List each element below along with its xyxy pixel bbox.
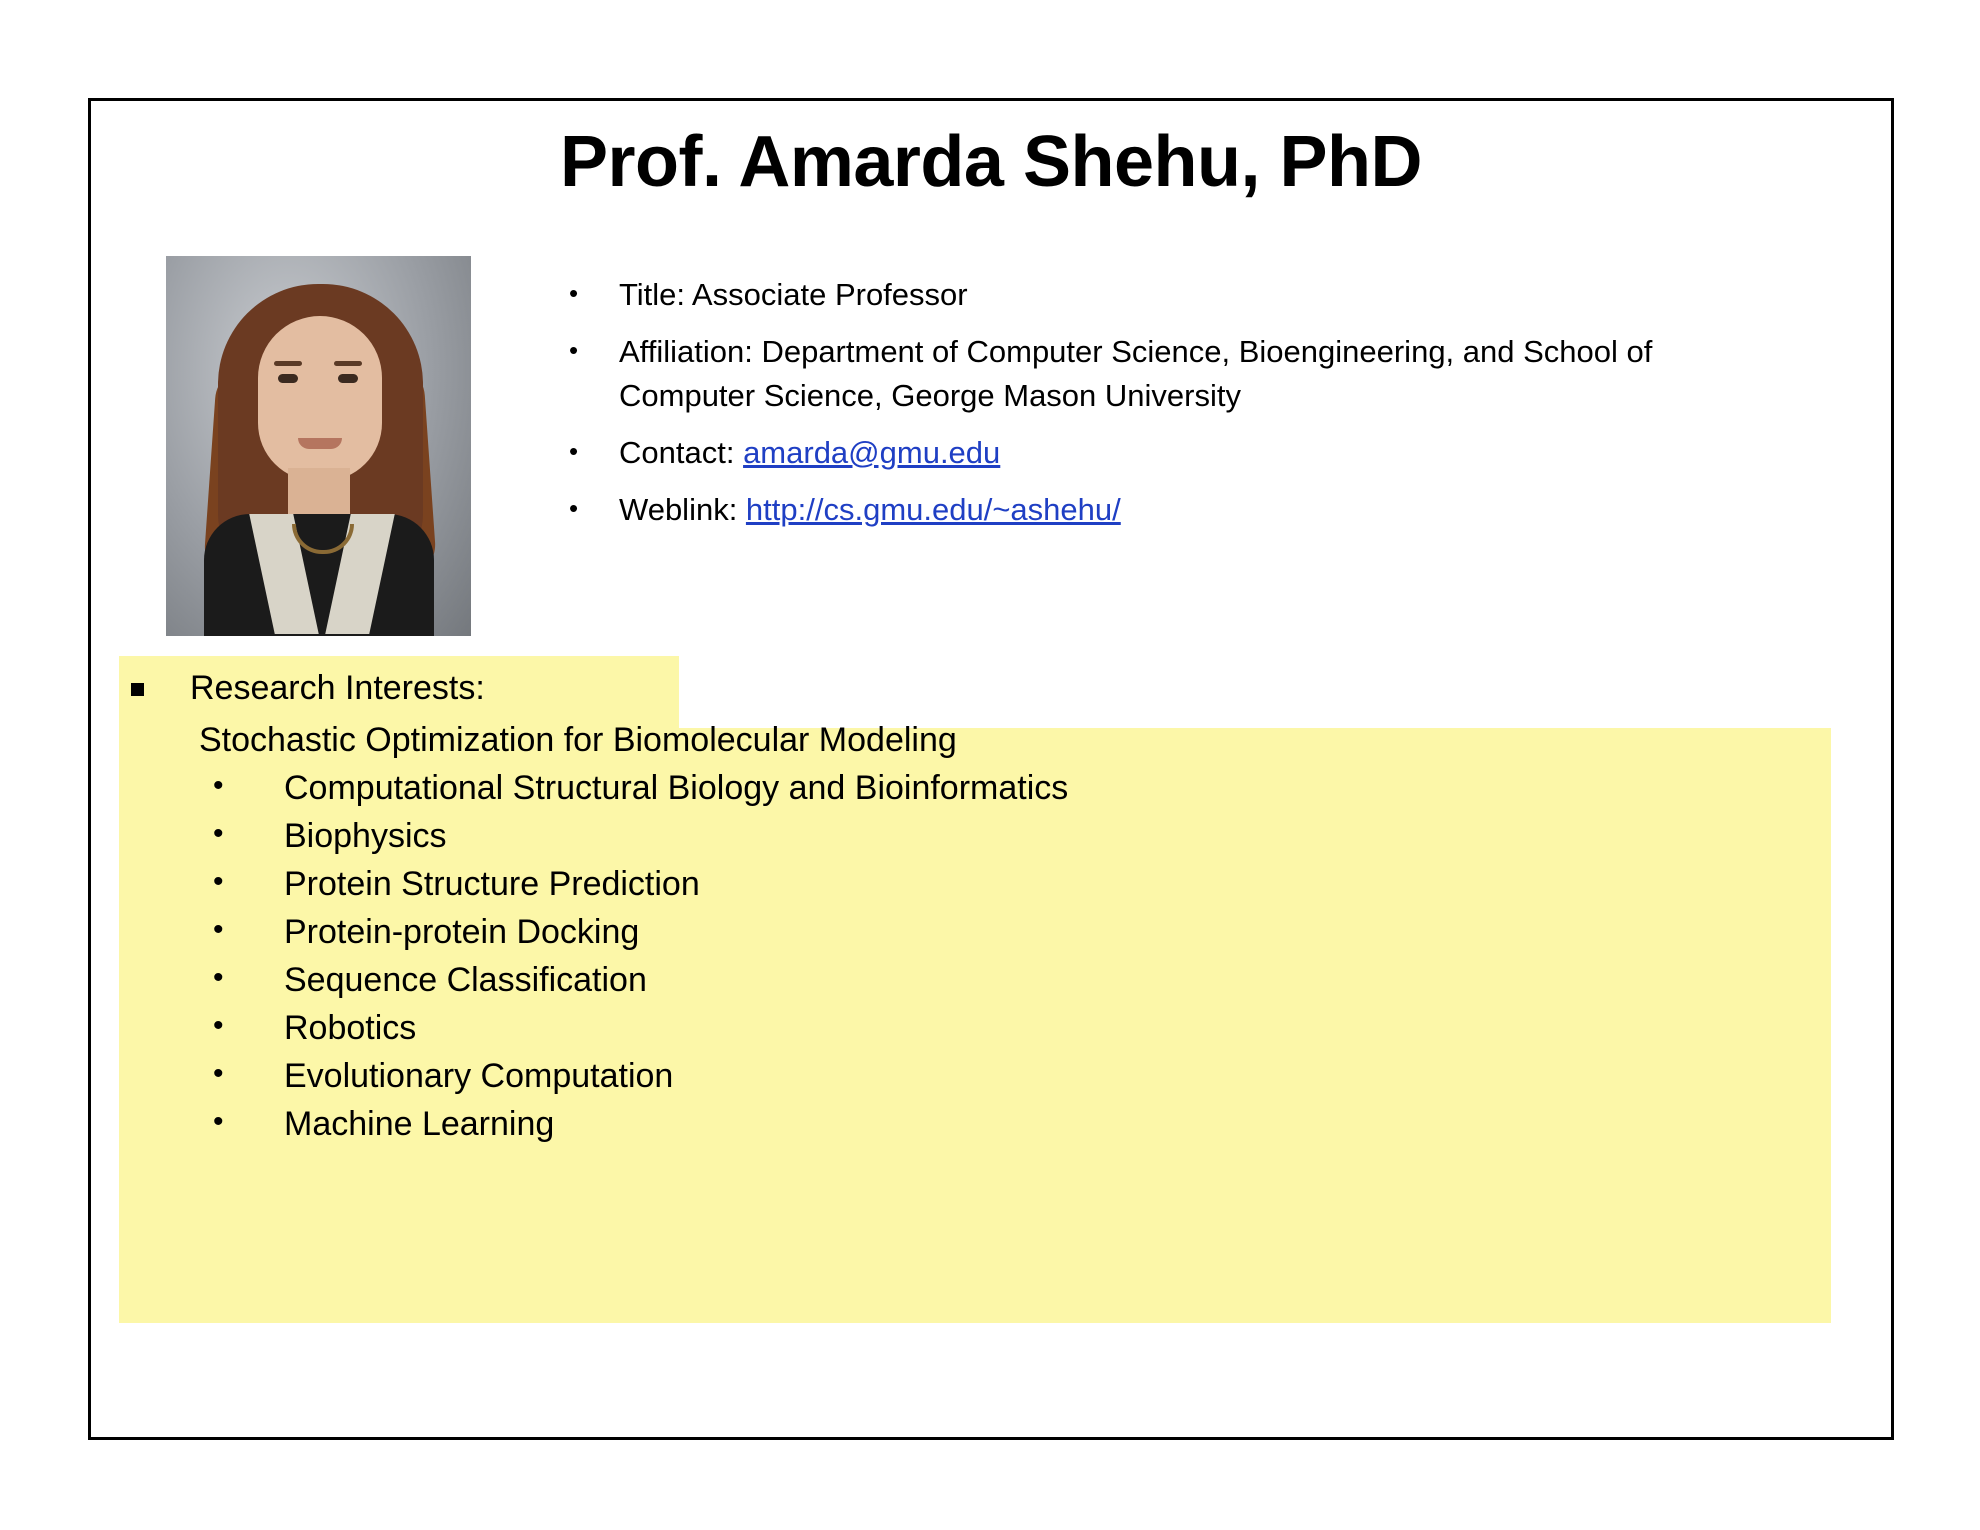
bullet-icon: •: [213, 1057, 224, 1090]
portrait-eye-right: [338, 374, 358, 383]
bio-affiliation-text: Affiliation: Department of Computer Science, Bioengineering, and School of Computer Science, George Mason University: [619, 334, 1653, 414]
portrait-face: [258, 316, 382, 481]
page-title: Prof. Amarda Shehu, PhD: [560, 122, 1422, 202]
research-heading-label: Research Interests:: [190, 669, 485, 707]
bullet-icon: •: [213, 865, 224, 898]
bullet-icon: •: [569, 436, 579, 467]
bullet-icon: •: [213, 961, 224, 994]
research-interests-heading: [119, 669, 919, 708]
bullet-icon: •: [213, 1009, 224, 1042]
square-bullet-icon: [131, 683, 144, 696]
research-item-label: Protein Structure Prediction: [284, 865, 700, 903]
portrait-eye-left: [278, 374, 298, 383]
research-item-label: Biophysics: [284, 817, 447, 855]
bio-title-text: Title: Associate Professor: [619, 277, 968, 312]
research-item-label: Computational Structural Biology and Bioinformatics: [284, 769, 1069, 807]
list-item: [551, 330, 1681, 418]
bullet-icon: •: [213, 1105, 224, 1138]
research-item-label: Robotics: [284, 1009, 417, 1047]
email-link[interactable]: amarda@gmu.edu: [743, 435, 1001, 471]
list-item: [551, 431, 1681, 475]
bio-contact-text: [619, 431, 1681, 475]
bullet-icon: •: [213, 817, 224, 850]
bio-info-list: [551, 273, 1681, 545]
slide-frame: [88, 98, 1894, 1440]
list-item: [199, 817, 1699, 856]
bullet-icon: •: [213, 769, 224, 802]
list-item: [199, 913, 1699, 952]
bullet-icon: •: [569, 335, 579, 366]
list-item: [199, 1009, 1699, 1048]
research-subheading: Stochastic Optimization for Biomolecular Modeling: [199, 721, 957, 759]
bullet-icon: •: [569, 278, 579, 308]
list-item: [199, 769, 1699, 808]
list-item: [551, 273, 1681, 317]
website-link[interactable]: http://cs.gmu.edu/~ashehu/: [745, 492, 1121, 528]
list-item: [551, 488, 1681, 532]
portrait-photo: [166, 256, 471, 636]
list-item: [199, 1057, 1699, 1096]
research-item-label: Machine Learning: [284, 1105, 555, 1143]
list-item: [199, 865, 1699, 904]
portrait-mouth: [298, 438, 342, 449]
bullet-icon: •: [213, 913, 224, 946]
contact-label: Contact:: [619, 435, 744, 471]
portrait-brow-right: [334, 361, 362, 366]
portrait-brow-left: [274, 361, 302, 366]
list-item: [199, 961, 1699, 1000]
research-interests-list: [199, 769, 1699, 1153]
research-item-label: Evolutionary Computation: [284, 1057, 674, 1095]
research-item-label: Protein-protein Docking: [284, 913, 640, 951]
weblink-label: Weblink:: [619, 492, 746, 528]
list-item: [199, 1105, 1699, 1144]
bullet-icon: •: [569, 493, 579, 524]
research-item-label: Sequence Classification: [284, 961, 647, 999]
bio-weblink-text: [619, 488, 1681, 532]
